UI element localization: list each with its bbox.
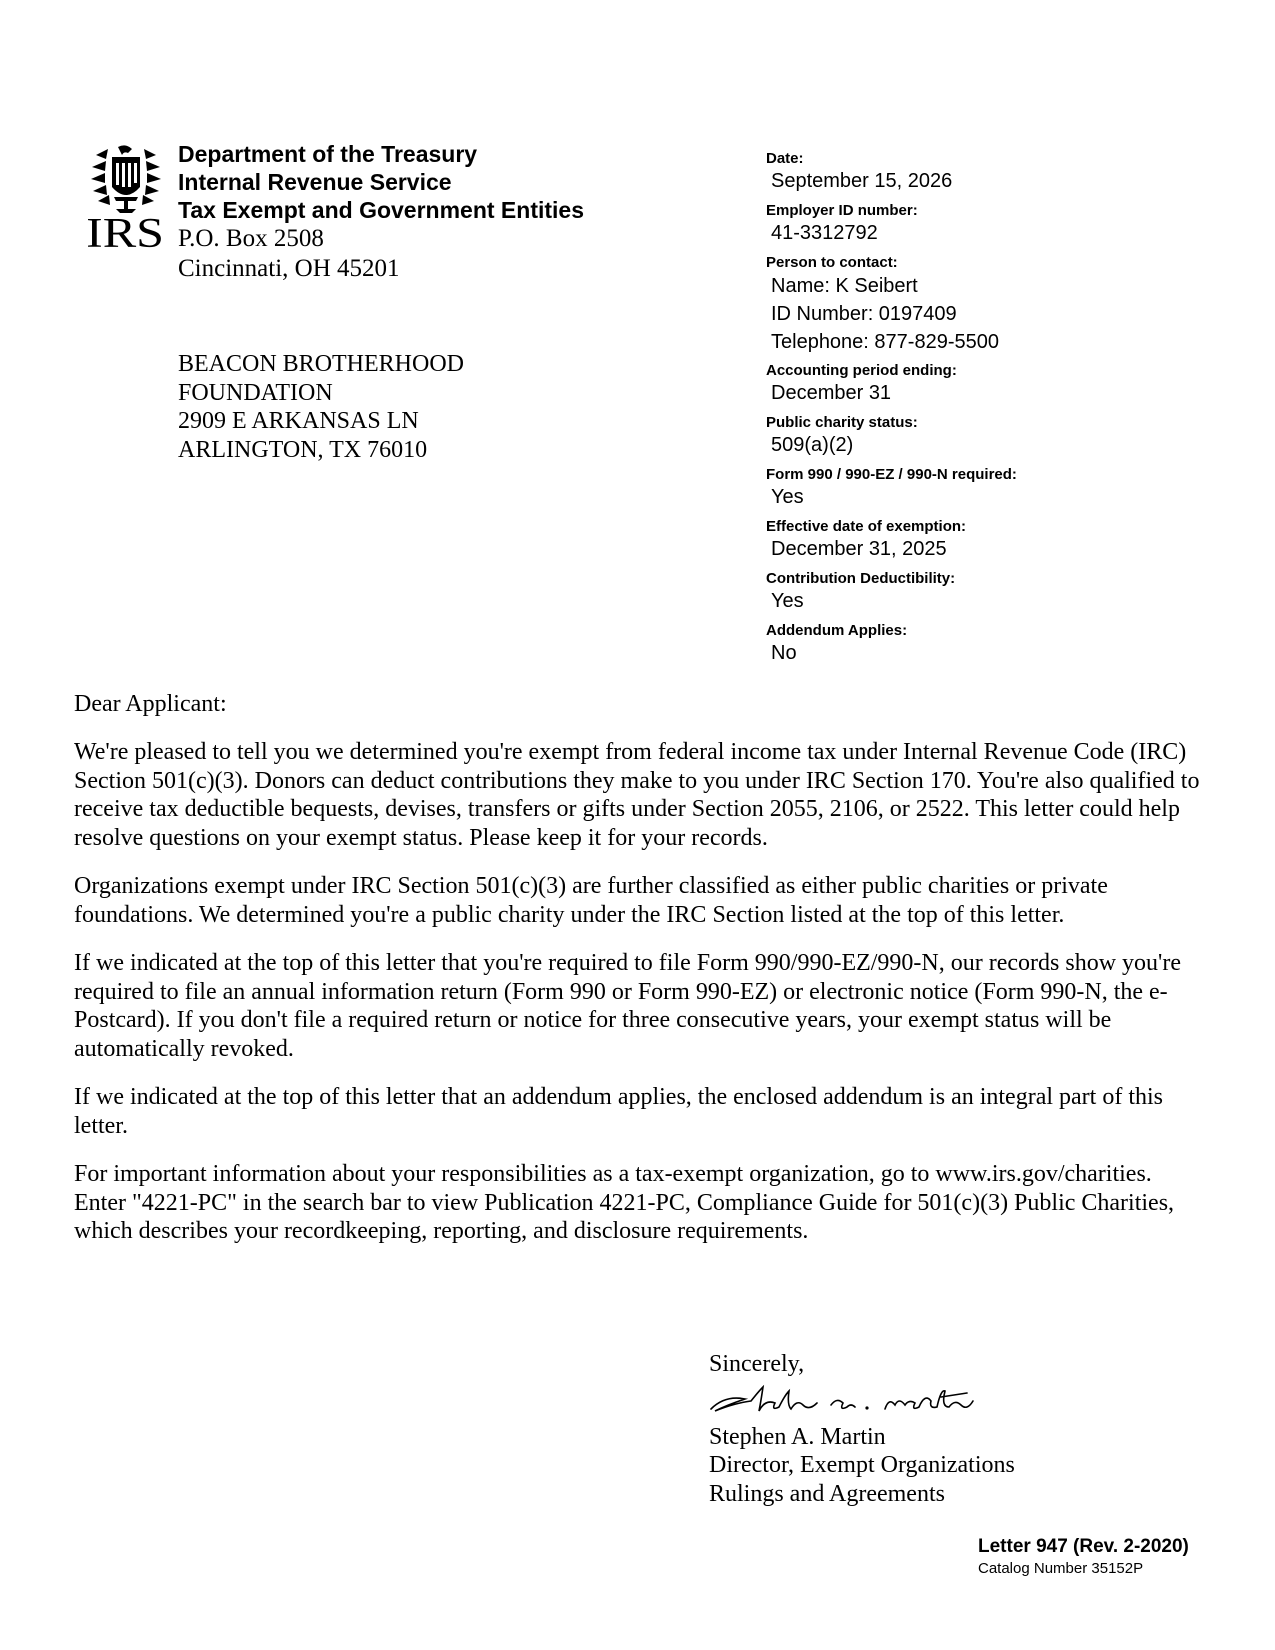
letter-footer — [978, 1535, 1189, 1579]
handwritten-signature — [705, 1381, 1005, 1419]
letter-info-panel — [766, 150, 1166, 674]
catalog-number: Catalog Number 35152P — [978, 1560, 1144, 1577]
letter-body — [74, 690, 1204, 1266]
salutation: Dear Applicant: — [74, 691, 227, 717]
charity-status-label: Public charity status: — [766, 414, 918, 431]
effective-date-label: Effective date of exemption: — [766, 518, 967, 535]
closing: Sincerely, — [709, 1351, 805, 1377]
addendum-value: No — [771, 642, 797, 664]
irs-logo — [88, 143, 164, 255]
form-identifier: Letter 947 (Rev. 2-2020) — [978, 1536, 1189, 1557]
date-label: Date: — [766, 150, 804, 167]
recipient-line: ARLINGTON, TX 76010 — [178, 436, 428, 463]
irs-eagle-icon — [88, 143, 164, 255]
ein-value: 41-3312792 — [771, 222, 878, 244]
date-value: September 15, 2026 — [771, 170, 953, 192]
deductibility-label: Contribution Deductibility: — [766, 570, 956, 587]
contact-id: ID Number: 0197409 — [771, 303, 957, 325]
form-required-label: Form 990 / 990-EZ / 990-N required: — [766, 466, 1017, 483]
accounting-period-label: Accounting period ending: — [766, 362, 957, 379]
recipient-address — [178, 350, 464, 464]
signer-title: Rulings and Agreements — [709, 1480, 945, 1507]
department-name: Department of the Treasury — [178, 141, 478, 167]
paragraph-addendum: If we indicated at the top of this letter that an addendum applies, the enclosed addendum is an integral part of this letter. — [74, 1084, 1163, 1139]
agency-po-box: P.O. Box 2508 — [178, 225, 324, 252]
agency-name: Internal Revenue Service — [178, 169, 452, 195]
agency-city: Cincinnati, OH 45201 — [178, 255, 400, 282]
signer-name: Stephen A. Martin — [709, 1423, 886, 1450]
paragraph-classification: Organizations exempt under IRC Section 501(c)(3) are further classified as either public charities or private foundations. We determined you're a public charity under the IRC Section listed at the top of this letter. — [74, 873, 1108, 928]
contact-name: Name: K Seibert — [771, 275, 918, 297]
contact-label: Person to contact: — [766, 254, 898, 271]
signer-title: Director, Exempt Organizations — [709, 1452, 1015, 1478]
recipient-line: FOUNDATION — [178, 379, 333, 406]
division-name: Tax Exempt and Government Entities — [178, 197, 585, 223]
recipient-line: 2909 E ARKANSAS LN — [178, 408, 419, 434]
paragraph-resources: For important information about your responsibilities as a tax-exempt organization, go to www.irs.gov/charities. Enter "4221-PC" in the search bar to view Publication 4221-PC, Compliance Guide for 501(c)(3) Public Charities, which describes your recordkeeping, reporting, and disclosure requirements. — [74, 1161, 1175, 1244]
deductibility-value: Yes — [771, 590, 804, 612]
recipient-line: BEACON BROTHERHOOD — [178, 351, 465, 377]
contact-phone: Telephone: 877-829-5500 — [771, 331, 999, 353]
svg-text:IRS: IRS — [88, 211, 164, 255]
accounting-period-value: December 31 — [771, 382, 892, 404]
form-required-value: Yes — [771, 486, 804, 508]
charity-status-value: 509(a)(2) — [771, 434, 854, 456]
effective-date-value: December 31, 2025 — [771, 538, 947, 560]
letterhead — [178, 140, 584, 284]
signature-block — [709, 1350, 1015, 1508]
paragraph-filing: If we indicated at the top of this letter that you're required to file Form 990/990-EZ/990-N, our records show you're required to file an annual information return (Form 990 or Form 990-EZ) or electronic notice (Form 990-N, the e-Postcard). If you don't file a required return or notice for three consecutive years, your exempt status will be automatically revoked. — [74, 950, 1182, 1062]
addendum-label: Addendum Applies: — [766, 622, 908, 639]
paragraph-exemption: We're pleased to tell you we determined you're exempt from federal income tax under Internal Revenue Code (IRC) Section 501(c)(3). Donors can deduct contributions they make to you under IRC Section 170. You're also qualified to receive tax deductible bequests, devises, transfers or gifts under Section 2055, 2106, or 2522. This letter could help resolve questions on your exempt status. Please keep it for your records. — [74, 739, 1200, 851]
ein-label: Employer ID number: — [766, 202, 918, 219]
